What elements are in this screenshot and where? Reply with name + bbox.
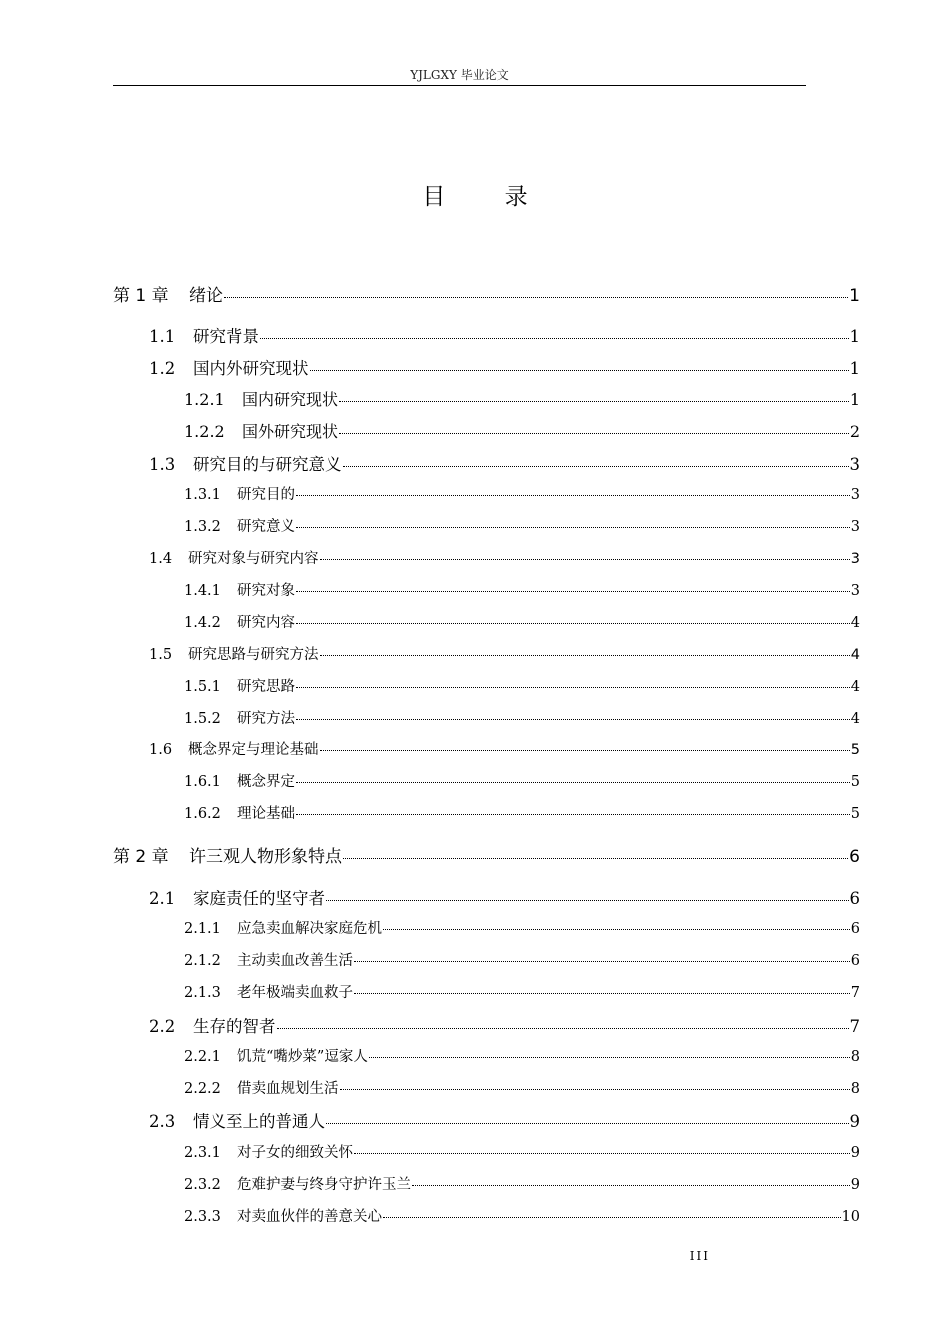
toc-entry-title: 许三观人物形象特点	[189, 847, 342, 867]
toc-entry-title: 情义至上的普通人	[193, 1112, 325, 1131]
toc-entry-page: 3	[849, 455, 860, 474]
toc-entry[interactable]	[184, 981, 860, 1002]
toc-entry-title: 研究方法	[237, 711, 295, 727]
toc-entry[interactable]	[184, 1077, 860, 1098]
toc-entry-number: 1.1	[149, 327, 176, 346]
toc-entry-page: 4	[850, 679, 860, 695]
toc-entry[interactable]	[184, 949, 860, 970]
toc-dot-leader	[354, 961, 850, 962]
toc-entry-title: 绪论	[189, 286, 223, 306]
toc-entry-number: 第 2 章	[113, 847, 169, 867]
toc-entry-number: 1.4.1	[184, 583, 221, 599]
toc-entry[interactable]	[184, 770, 860, 791]
toc-entry[interactable]	[184, 483, 860, 504]
toc-entry-title: 家庭责任的坚守者	[193, 889, 325, 908]
toc-entry-number: 1.3.1	[184, 487, 221, 503]
toc-dot-leader	[383, 1217, 841, 1218]
toc-entry-title: 研究目的与研究意义	[193, 455, 342, 474]
toc-entry-page: 7	[850, 985, 860, 1001]
toc-entry-number: 1.6.2	[184, 806, 221, 822]
toc-entry[interactable]	[149, 885, 860, 909]
toc-entry-number: 1.3	[149, 455, 176, 474]
toc-entry-number: 1.6	[149, 742, 173, 758]
toc-entry[interactable]	[149, 355, 860, 379]
toc-entry-title: 国内研究现状	[242, 390, 339, 409]
toc-entry[interactable]	[149, 451, 860, 475]
toc-entry-title: 主动卖血改善生活	[237, 953, 353, 969]
toc-entry[interactable]	[149, 1013, 860, 1037]
toc-entry-title: 国外研究现状	[242, 422, 339, 441]
toc-entry[interactable]	[113, 842, 860, 867]
toc-entry-title: 对卖血伙伴的善意关心	[237, 1209, 382, 1225]
toc-entry-page: 4	[850, 711, 860, 727]
toc-entry-title: 研究对象	[237, 583, 295, 599]
toc-dot-leader	[320, 559, 850, 560]
toc-dot-leader	[326, 900, 849, 901]
toc-entry-page: 2	[849, 422, 860, 441]
toc-entry-title: 国内外研究现状	[193, 359, 309, 378]
toc-entry[interactable]	[184, 917, 860, 938]
toc-entry-page: 6	[850, 953, 860, 969]
toc-entry-page: 5	[850, 806, 860, 822]
toc-entry[interactable]	[149, 1108, 860, 1132]
toc-dot-leader	[260, 338, 849, 339]
toc-entry-page: 1	[849, 359, 860, 378]
toc-dot-leader	[343, 858, 848, 859]
toc-dot-leader	[340, 1089, 850, 1090]
toc-dot-leader	[296, 623, 850, 624]
toc-dot-leader	[369, 1057, 850, 1058]
toc-entry-page: 5	[850, 742, 860, 758]
toc-entry[interactable]	[184, 579, 860, 600]
toc-entry-page: 7	[849, 1017, 860, 1036]
toc-dot-leader	[296, 591, 850, 592]
toc-dot-leader	[296, 814, 850, 815]
toc-entry[interactable]	[184, 802, 860, 823]
toc-entry-number: 1.5.1	[184, 679, 221, 695]
toc-entry-number: 2.2	[149, 1017, 176, 1036]
toc-entry[interactable]	[184, 419, 860, 442]
toc-dot-leader	[310, 370, 849, 371]
toc-entry-title: 生存的智者	[193, 1017, 276, 1036]
toc-dot-leader	[320, 750, 850, 751]
toc-dot-leader	[354, 1153, 850, 1154]
toc-entry-title: 饥荒“嘴炒菜”逗家人	[237, 1049, 368, 1065]
toc-entry-number: 1.4	[149, 551, 173, 567]
toc-entry-title: 借卖血规划生活	[237, 1081, 339, 1097]
toc-entry-title: 研究背景	[193, 327, 259, 346]
toc-entry[interactable]	[184, 1045, 860, 1066]
toc-dot-leader	[320, 655, 850, 656]
toc-entry-page: 3	[850, 583, 860, 599]
toc-entry-title: 研究目的	[237, 487, 295, 503]
toc-entry-number: 1.3.2	[184, 519, 221, 535]
toc-entry-number: 2.3.2	[184, 1177, 221, 1193]
toc-dot-leader	[296, 782, 850, 783]
toc-entry-title: 对子女的细致关怀	[237, 1145, 353, 1161]
toc-entry-number: 2.1.1	[184, 921, 221, 937]
toc-entry-page: 10	[841, 1209, 860, 1225]
toc-entry-page: 3	[850, 487, 860, 503]
toc-dot-leader	[296, 687, 850, 688]
toc-entry-title: 研究内容	[237, 615, 295, 631]
toc-entry-title: 研究思路	[237, 679, 295, 695]
toc-entry[interactable]	[149, 323, 860, 347]
toc-dot-leader	[354, 993, 850, 994]
toc-entry-page: 8	[850, 1049, 860, 1065]
toc-entry[interactable]	[184, 707, 860, 728]
toc-entry[interactable]	[149, 643, 860, 664]
toc-entry[interactable]	[149, 738, 860, 759]
toc-entry[interactable]	[149, 547, 860, 568]
toc-entry-page: 9	[850, 1145, 860, 1161]
toc-dot-leader	[296, 527, 850, 528]
toc-entry-title: 应急卖血解决家庭危机	[237, 921, 382, 937]
toc-entry-number: 1.5.2	[184, 711, 221, 727]
toc-entry-title: 概念界定	[237, 774, 295, 790]
toc-entry-page: 9	[849, 1112, 860, 1131]
toc-entry-page: 8	[850, 1081, 860, 1097]
toc-entry[interactable]	[113, 281, 860, 306]
toc-entry-page: 1	[849, 286, 860, 306]
toc-entry[interactable]	[184, 611, 860, 632]
toc-entry-number: 2.2.1	[184, 1049, 221, 1065]
toc-entry-page: 1	[849, 390, 860, 409]
toc-entry-page: 3	[850, 551, 860, 567]
toc-entry-title: 老年极端卖血救子	[237, 985, 353, 1001]
toc-entry-page: 6	[849, 889, 860, 908]
toc-entry-number: 2.3.3	[184, 1209, 221, 1225]
toc-entry-number: 2.1.2	[184, 953, 221, 969]
toc-entry[interactable]	[184, 1205, 860, 1226]
toc-dot-leader	[326, 1123, 849, 1124]
toc-entry-number: 2.2.2	[184, 1081, 221, 1097]
toc-dot-leader	[412, 1185, 850, 1186]
toc-dot-leader	[339, 401, 849, 402]
toc-entry-title: 概念界定与理论基础	[188, 742, 319, 758]
toc-entry-number: 1.2.1	[184, 390, 225, 409]
toc-entry-page: 6	[850, 921, 860, 937]
toc-entry-title: 研究意义	[237, 519, 295, 535]
toc-entry-page: 4	[850, 647, 860, 663]
toc-entry-title: 研究对象与研究内容	[188, 551, 319, 567]
toc-entry-number: 1.4.2	[184, 615, 221, 631]
toc-entry-number: 第 1 章	[113, 286, 169, 306]
toc-entry-page: 4	[850, 615, 860, 631]
toc-dot-leader	[296, 495, 850, 496]
toc-dot-leader	[343, 466, 849, 467]
toc-entry-number: 1.2	[149, 359, 176, 378]
toc-entry-number: 2.3.1	[184, 1145, 221, 1161]
toc-dot-leader	[224, 297, 848, 298]
toc-entry-page: 1	[849, 327, 860, 346]
toc-dot-leader	[296, 719, 850, 720]
toc-entry-page: 5	[850, 774, 860, 790]
toc-entry-number: 2.3	[149, 1112, 176, 1131]
toc-entry[interactable]	[184, 515, 860, 536]
toc-entry-number: 1.5	[149, 647, 173, 663]
header-rule	[113, 85, 806, 86]
toc-entry-number: 2.1	[149, 889, 176, 908]
running-header: YJLGXY 毕业论文	[410, 68, 509, 82]
toc-entry-title: 研究思路与研究方法	[188, 647, 319, 663]
toc-entry-page: 6	[849, 847, 860, 867]
page-number: III	[689, 1249, 710, 1263]
toc-dot-leader	[383, 929, 850, 930]
toc-dot-leader	[277, 1028, 849, 1029]
toc-entry-page: 9	[850, 1177, 860, 1193]
toc-entry[interactable]	[184, 1173, 860, 1194]
toc-entry-number: 1.2.2	[184, 422, 225, 441]
page-title: 目 录	[422, 184, 554, 210]
toc-entry[interactable]	[184, 387, 860, 410]
toc-dot-leader	[339, 433, 849, 434]
toc-entry-number: 1.6.1	[184, 774, 221, 790]
toc-entry[interactable]	[184, 1141, 860, 1162]
toc-entry-title: 理论基础	[237, 806, 295, 822]
toc-entry-number: 2.1.3	[184, 985, 221, 1001]
toc-entry-page: 3	[850, 519, 860, 535]
toc-entry[interactable]	[184, 675, 860, 696]
toc-entry-title: 危难护妻与终身守护许玉兰	[237, 1177, 411, 1193]
